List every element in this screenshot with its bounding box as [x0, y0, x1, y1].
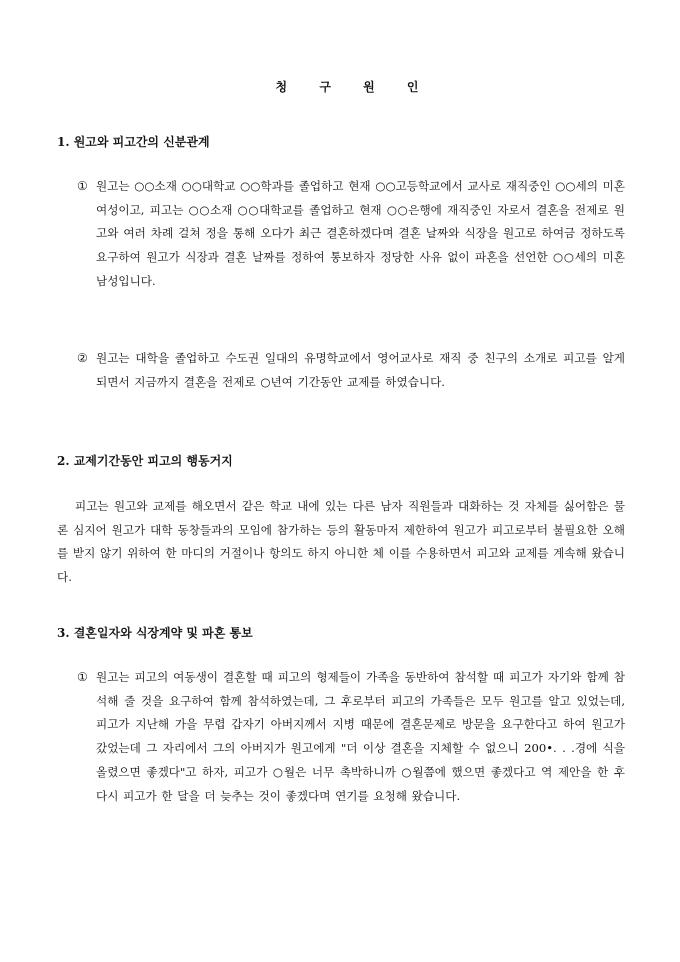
- item-text: 원고는 피고의 여동생이 결혼할 때 피고의 형제들이 가족을 동반하여 참석할 때 피고가 자기와 함께 참석해 줄 것을 요구하여 함께 참석하였는데, 그 후로부터 피고의 가족들은 모두 원고를 알고 있었는데, 피고가 지난해 가을 무렵 갑자기 아버지께서 지병 때문에 결혼문제로 방문을 요구한다고 하여 원고가 갔었는데 그 자리에서 그의 아버지가 원고에게 "더 이상 결혼을 지체할 수 없으니 200•. . .경에 식을 올렸으면 좋겠다"고 하자, 피고가 ○월은 너무 촉박하니까 ○월쯤에 했으면 좋겠다고 역 제안을 한 후 다시 피고가 한 달을 더 늦추는 것이 좋겠다며 연기를 요청해 왔습니다.: [96, 670, 625, 803]
- item-marker: ②: [77, 351, 88, 365]
- item-text: 원고는 ○○소재 ○○대학교 ○○학과를 졸업하고 현재 ○○고등학교에서 교사로 재직중인 ○○세의 미혼 여성이고, 피고는 ○○소재 ○○대학교를 졸업하고 현재 ○○은행에 재직중인 자로서 결혼을 전제로 원고와 여러 차례 걸쳐 정을 통해 오다가 최근 결혼하겠다며 결혼 날짜와 식장을 원고로 하여금 정하도록 요구하여 원고가 식장과 결혼 날짜를 정하여 통보하자 정당한 사유 없이 파혼을 선언한 ○○세의 미혼 남성입니다.: [96, 179, 625, 288]
- item-marker: ①: [77, 179, 88, 193]
- section-2-paragraph: 피고는 원고와 교제를 해오면서 같은 학교 내에 있는 다른 남자 직원들과 대화하는 것 자체를 싫어함은 물론 심지어 원고가 대학 동창들과의 모임에 참가하는 등의 활동마저 제한하여 원고가 피고로부터 불필요한 오해를 받지 않기 위하여 한 마디의 거절이나 항의도 하지 아니한 체 이를 수용하면서 피고와 교제를 계속해 왔습니다.: [57, 499, 625, 585]
- section-3-heading: 3. 결혼일자와 식장계약 및 파혼 통보: [57, 626, 253, 640]
- section-2-heading: 2. 교제기간동안 피고의 행동거지: [57, 454, 233, 468]
- section-1-item-2: [77, 347, 625, 394]
- section-3-item-1: [77, 666, 625, 808]
- item-text: 원고는 대학을 졸업하고 수도권 일대의 유명학교에서 영어교사로 재직 중 친구의 소개로 피고를 알게 되면서 지금까지 결혼을 전제로 ○년여 기간동안 교제를 하였습니다.: [96, 351, 625, 389]
- section-1-item-1: [77, 175, 625, 294]
- section-1-heading: 1. 원고와 피고간의 신분관계: [57, 135, 210, 149]
- item-marker: ①: [77, 670, 88, 684]
- document-title: 청 구 원 인: [275, 80, 433, 94]
